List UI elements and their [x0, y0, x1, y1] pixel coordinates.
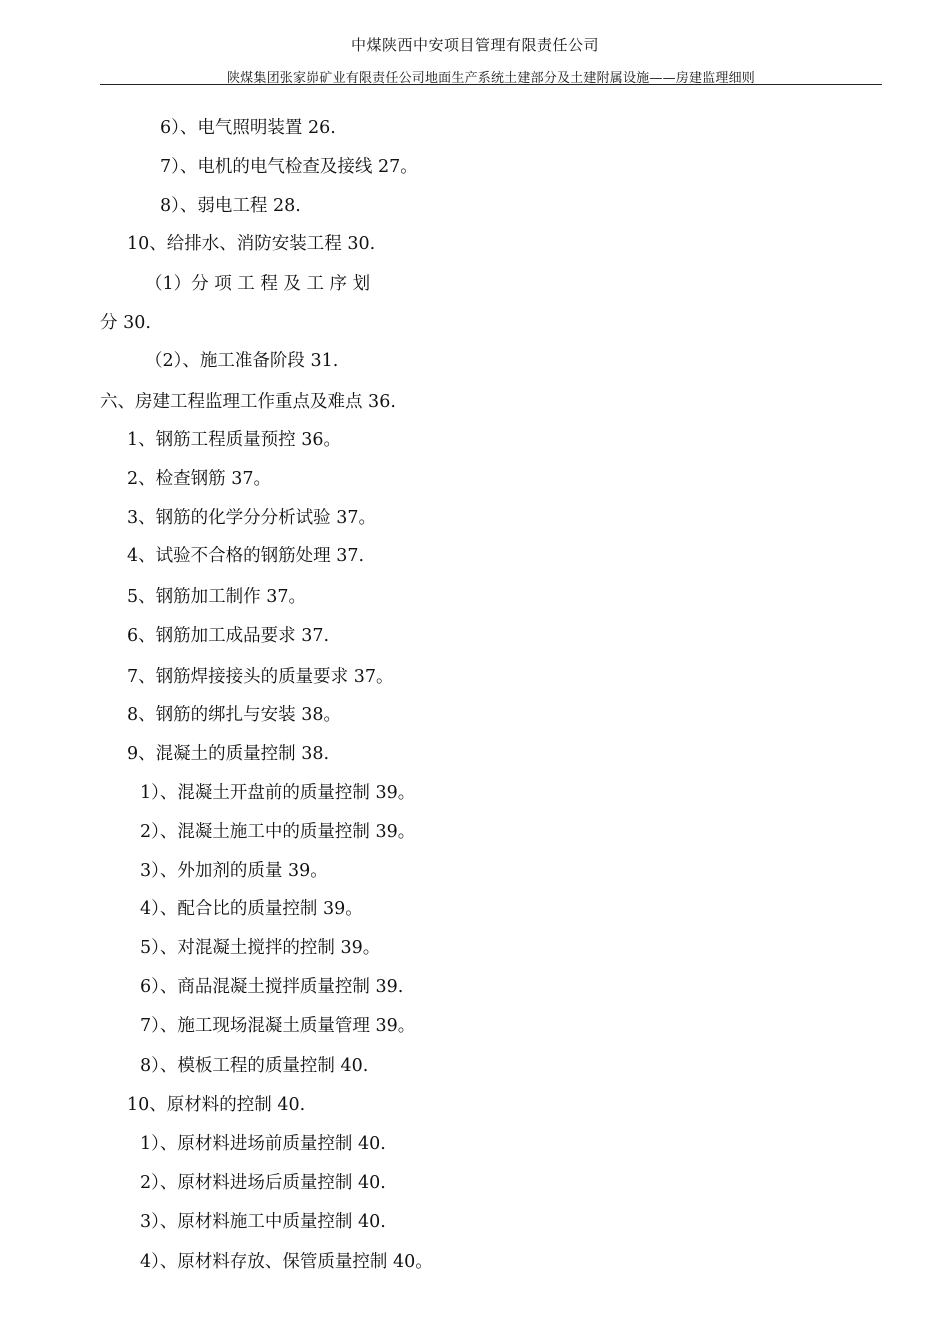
toc-entry: 6、钢筋加工成品要求 37.: [127, 626, 330, 646]
toc-entry: 3、钢筋的化学分分析试验 37。: [127, 508, 376, 528]
toc-entry: 2）、混凝土施工中的质量控制 39。: [140, 822, 416, 842]
toc-entry: 3）、原材料施工中质量控制 40.: [140, 1212, 386, 1232]
toc-entry: 6）、电气照明装置 26.: [160, 118, 336, 138]
toc-entry: 1、钢筋工程质量预控 36。: [127, 430, 341, 450]
toc-entry: 6）、商品混凝土搅拌质量控制 39.: [140, 977, 404, 997]
toc-entry: 3）、外加剂的质量 39。: [140, 861, 328, 881]
toc-entry: 8）、弱电工程 28.: [160, 196, 301, 216]
toc-entry: 1）、原材料进场前质量控制 40.: [140, 1134, 386, 1154]
toc-entry: 10、原材料的控制 40.: [127, 1095, 306, 1115]
toc-entry: 5）、对混凝土搅拌的控制 39。: [140, 938, 381, 958]
toc-entry: 2、检查钢筋 37。: [127, 469, 271, 489]
toc-entry: 10、给排水、消防安装工程 30.: [127, 234, 376, 254]
toc-entry: 7、钢筋焊接接头的质量要求 37。: [127, 667, 394, 687]
toc-entry: 六、房建工程监理工作重点及难点 36.: [100, 392, 396, 412]
toc-entry: 4、试验不合格的钢筋处理 37.: [127, 546, 365, 566]
toc-entry: （1）分 项 工 程 及 工 序 划: [145, 274, 371, 294]
toc-entry: 分 30.: [100, 313, 151, 333]
toc-entry: 2）、原材料进场后质量控制 40.: [140, 1173, 386, 1193]
toc-entry: 4）、原材料存放、保管质量控制 40。: [140, 1252, 433, 1272]
toc-entry: 5、钢筋加工制作 37。: [127, 587, 306, 607]
toc-entry: 7）、电机的电气检查及接线 27。: [160, 157, 418, 177]
toc-entry: 1）、混凝土开盘前的质量控制 39。: [140, 783, 416, 803]
toc-entry: 4）、配合比的质量控制 39。: [140, 899, 363, 919]
toc-entry: 7）、施工现场混凝土质量管理 39。: [140, 1016, 416, 1036]
document-title: 陕煤集团张家峁矿业有限责任公司地面生产系统土建部分及土建附属设施——房建监理细则: [226, 71, 755, 86]
toc-entry: 9、混凝土的质量控制 38.: [127, 744, 330, 764]
toc-entry: 8）、模板工程的质量控制 40.: [140, 1056, 369, 1076]
company-name: 中煤陕西中安项目管理有限责任公司: [350, 36, 599, 54]
toc-entry: 8、钢筋的绑扎与安装 38。: [127, 705, 341, 725]
toc-entry: （2）、施工准备阶段 31.: [145, 351, 339, 371]
